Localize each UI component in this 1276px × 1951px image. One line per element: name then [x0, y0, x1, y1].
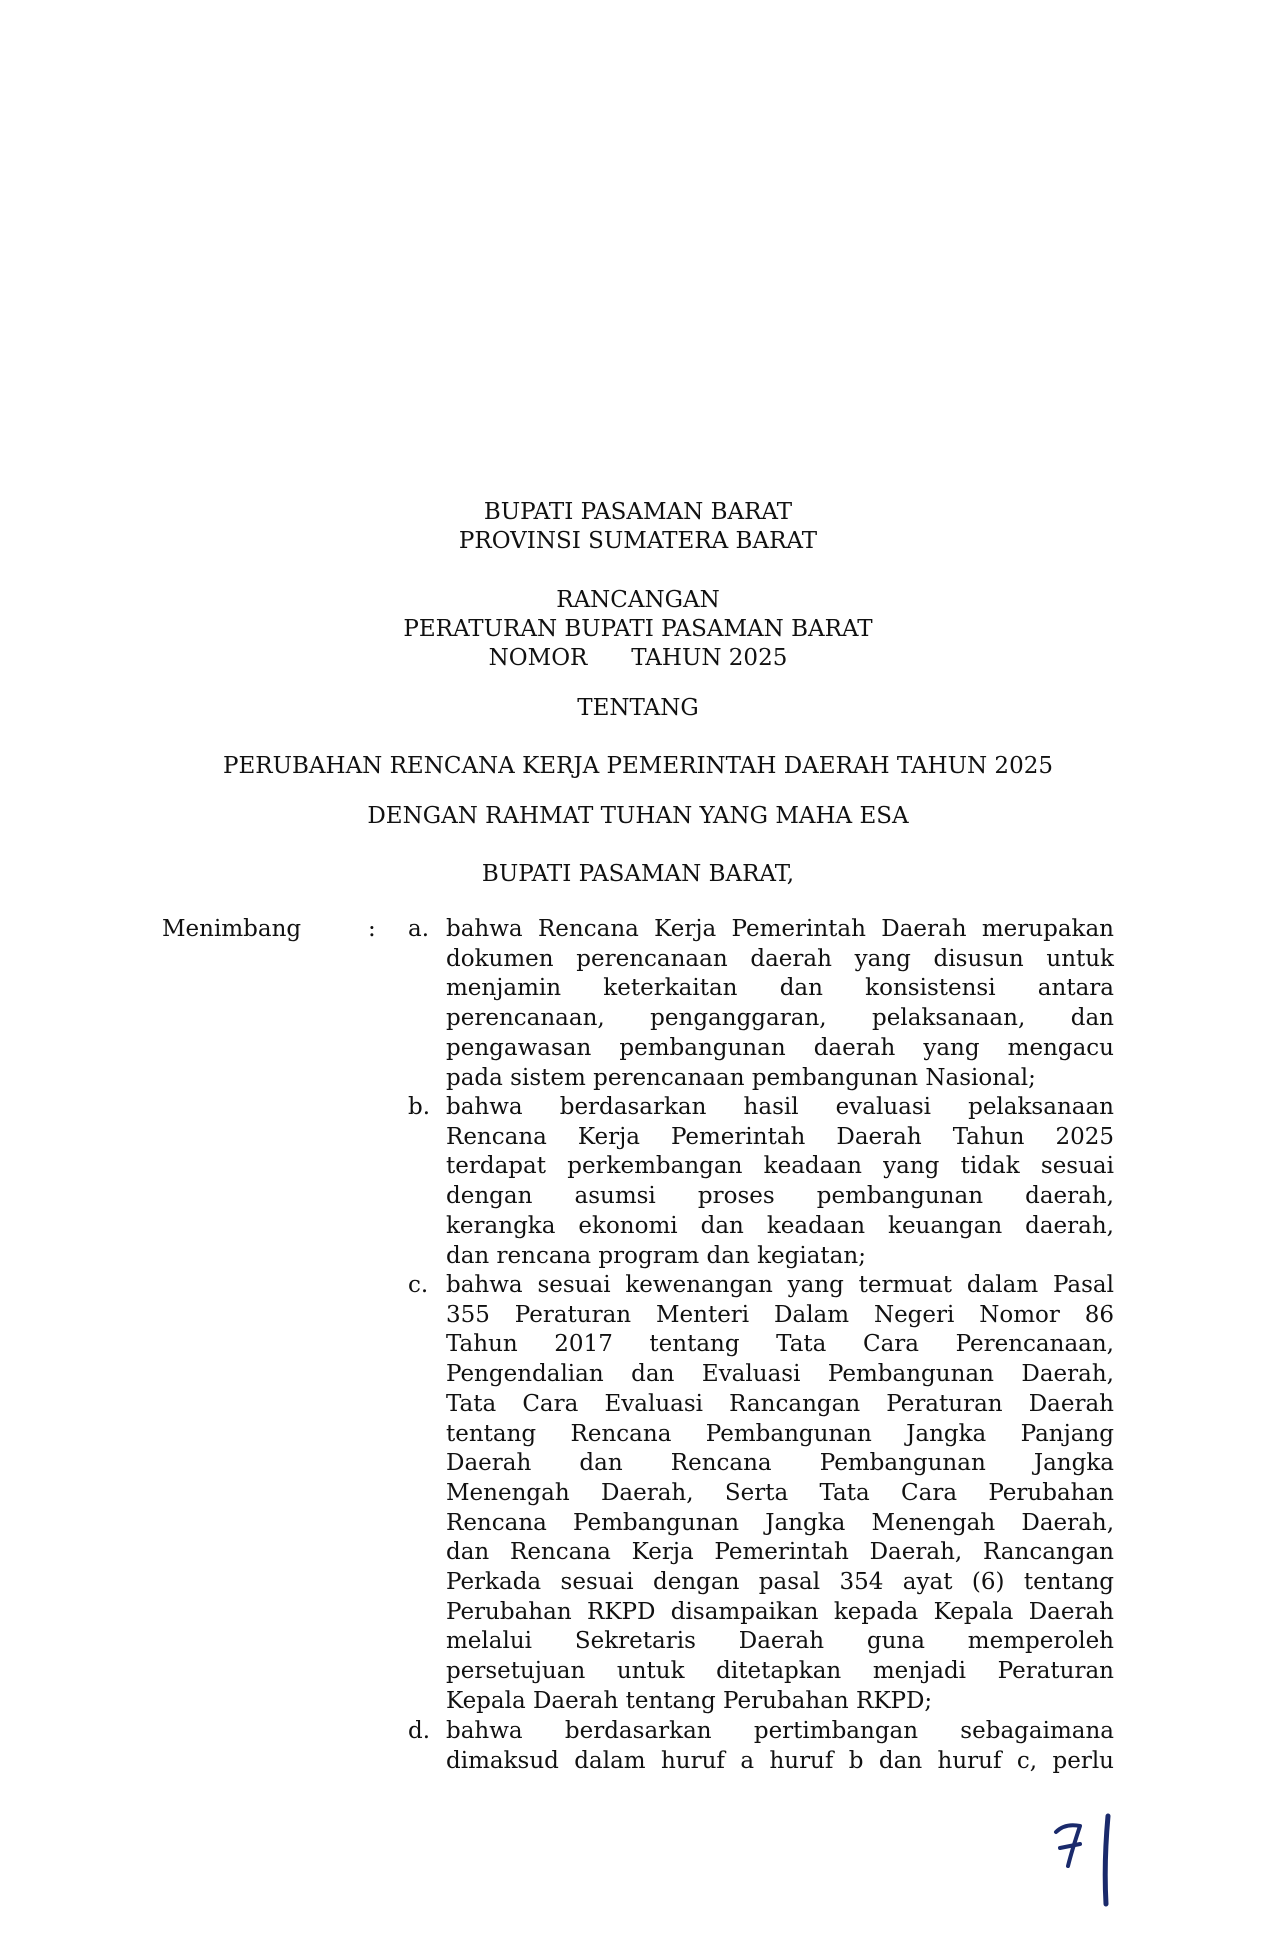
item-a-text — [446, 915, 1114, 1093]
text-line: Perubahan RKPD disampaikan kepada Kepala Daerah — [446, 1598, 1114, 1625]
regulation-title: PERATURAN BUPATI PASAMAN BARAT — [403, 616, 873, 642]
text-line: terdapat perkembangan keadaan yang tidak sesuai — [446, 1153, 1114, 1180]
text-line: Menengah Daerah, Serta Tata Cara Perubahan — [446, 1479, 1114, 1506]
text-line: bahwa Rencana Kerja Pemerintah Daerah merupakan — [446, 916, 1114, 942]
item-letter-a: a. — [408, 916, 430, 942]
handwritten-signature-icon — [1050, 1808, 1122, 1908]
regulation-subject: PERUBAHAN RENCANA KERJA PEMERINTAH DAERAH TAHUN 2025 — [223, 753, 1053, 779]
text-line: Pengendalian dan Evaluasi Pembangunan Daerah, — [446, 1361, 1114, 1388]
regulation-number: NOMOR TAHUN 2025 — [488, 645, 788, 671]
text-line: Tahun 2017 tentang Tata Cara Perencanaan, — [446, 1331, 1114, 1358]
issuer-title: BUPATI PASAMAN BARAT — [483, 499, 793, 525]
text-line: Perkada sesuai dengan pasal 354 ayat (6) tentang — [446, 1569, 1114, 1596]
text-line: pada sistem perencanaan pembangunan Nasional; — [446, 1064, 1036, 1091]
text-line: bahwa berdasarkan pertimbangan sebagaimana — [446, 1718, 1114, 1744]
text-line: perencanaan, penganggaran, pelaksanaan, dan — [446, 1005, 1114, 1032]
text-line: dan rencana program dan kegiatan; — [446, 1242, 866, 1269]
text-line: tentang Rencana Pembangunan Jangka Panjang — [446, 1420, 1114, 1447]
menimbang-colon: : — [368, 916, 376, 942]
menimbang-label: Menimbang — [162, 916, 302, 942]
text-line: persetujuan untuk ditetapkan menjadi Peraturan — [446, 1658, 1114, 1685]
item-c-text — [446, 1271, 1114, 1717]
text-line: dan Rencana Kerja Pemerintah Daerah, Rancangan — [446, 1539, 1114, 1566]
text-line: bahwa sesuai kewenangan yang termuat dalam Pasal — [446, 1272, 1114, 1298]
item-d-text — [446, 1717, 1114, 1776]
item-letter-c: c. — [408, 1272, 429, 1298]
text-line: Rencana Pembangunan Jangka Menengah Daerah, — [446, 1509, 1114, 1536]
invocation: DENGAN RAHMAT TUHAN YANG MAHA ESA — [367, 803, 909, 829]
text-line: Daerah dan Rencana Pembangunan Jangka — [446, 1450, 1114, 1477]
text-line: dokumen perencanaan daerah yang disusun untuk — [446, 945, 1114, 972]
text-line: menjamin keterkaitan dan konsistensi antara — [446, 975, 1114, 1002]
text-line: Tata Cara Evaluasi Rancangan Peraturan Daerah — [446, 1390, 1114, 1417]
text-line: melalui Sekretaris Daerah guna memperoleh — [446, 1628, 1114, 1655]
text-line: kerangka ekonomi dan keadaan keuangan daerah, — [446, 1212, 1114, 1239]
item-letter-b: b. — [408, 1094, 431, 1120]
text-line: dengan asumsi proses pembangunan daerah, — [446, 1183, 1114, 1210]
text-line: 355 Peraturan Menteri Dalam Negeri Nomor 86 — [446, 1301, 1114, 1328]
tentang-heading: TENTANG — [577, 695, 699, 721]
item-letter-d: d. — [408, 1718, 431, 1744]
text-line: Rencana Kerja Pemerintah Daerah Tahun 2025 — [446, 1123, 1114, 1150]
text-line: bahwa berdasarkan hasil evaluasi pelaksanaan — [446, 1094, 1114, 1120]
text-line: dimaksud dalam huruf a huruf b dan huruf c, perlu — [446, 1747, 1114, 1774]
province-title: PROVINSI SUMATERA BARAT — [458, 528, 818, 554]
text-line: pengawasan pembangunan daerah yang mengacu — [446, 1034, 1114, 1061]
issuer-salutation: BUPATI PASAMAN BARAT, — [481, 861, 795, 887]
text-line: Kepala Daerah tentang Perubahan RKPD; — [446, 1687, 933, 1714]
draft-label: RANCANGAN — [556, 587, 720, 613]
item-b-text — [446, 1093, 1114, 1271]
